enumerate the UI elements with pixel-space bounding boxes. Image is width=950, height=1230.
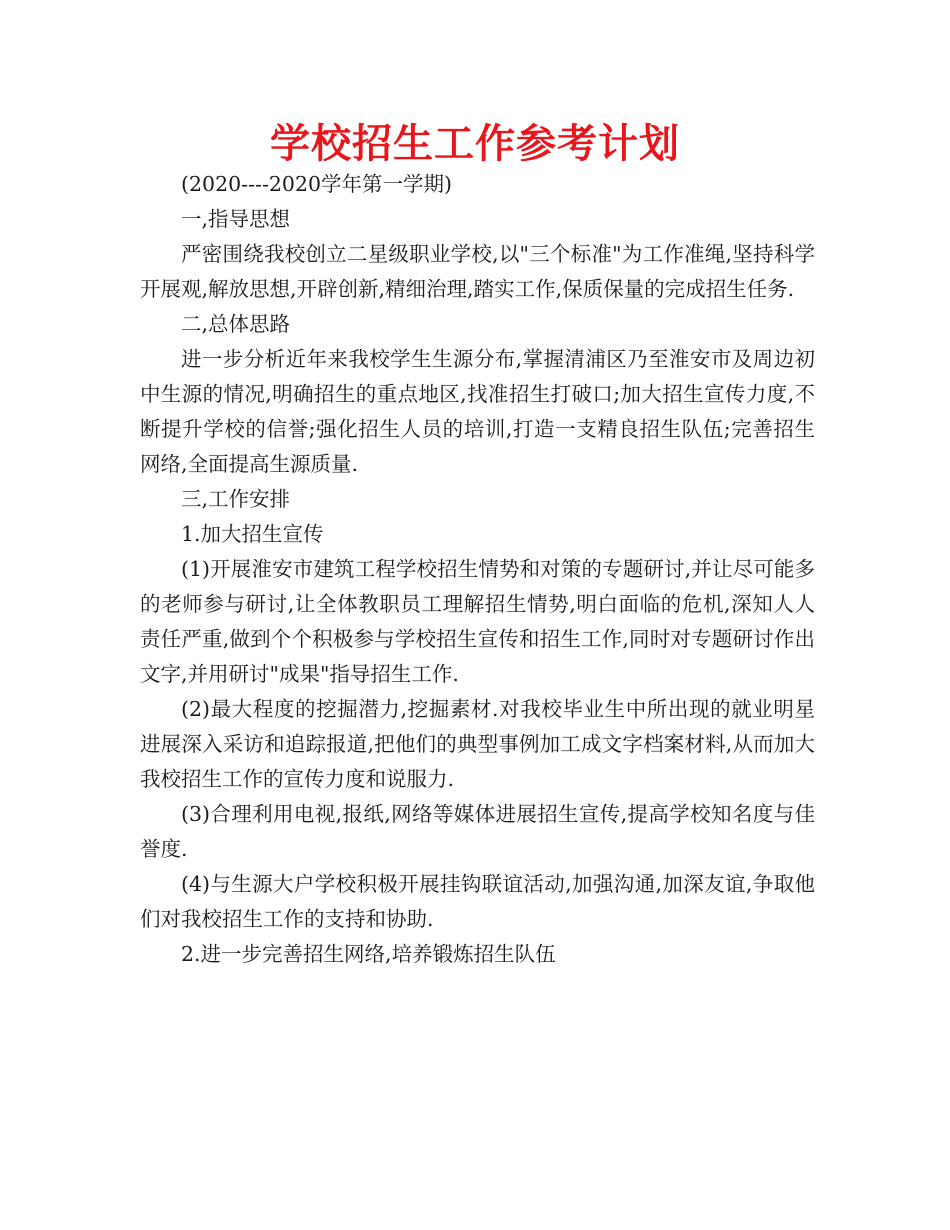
section-heading-guiding-ideology: 一,指导思想 — [181, 207, 291, 231]
paragraph-overall-approach: 进一步分析近年来我校学生生源分布,掌握清浦区乃至淮安市及周边初中生源的情况,明确招生的重点地区,找准招生打破口;加大招生宣传力度,不断提升学校的信誉;强化招生人员的培训,打造一支精良招生队伍;完善招生网络,全面提高生源质量. — [140, 347, 815, 476]
paragraph-guiding-ideology: 严密围绕我校创立二星级职业学校,以"三个标准"为工作准绳,坚持科学开展观,解放思想,开辟创新,精细治理,踏实工作,保质保量的完成招生任务. — [140, 242, 815, 301]
list-item-4: (4)与生源大户学校积极开展挂钩联谊活动,加强沟通,加深友谊,争取他们对我校招生工作的支持和协助. — [140, 872, 815, 931]
semester-line: (2020----2020学年第一学期) — [181, 172, 453, 196]
list-item-2: (2)最大程度的挖掘潜力,挖掘素材.对我校毕业生中所出现的就业明星进展深入采访和追踪报道,把他们的典型事例加工成文字档案材料,从而加大我校招生工作的宣传力度和说服力. — [140, 697, 815, 791]
list-item-1: (1)开展淮安市建筑工程学校招生情势和对策的专题研讨,并让尽可能多的老师参与研讨,让全体教职员工理解招生情势,明白面临的危机,深知人人责任严重,做到个个积极参与学校招生宣传和招生工作,同时对专题研讨作出文字,并用研讨"成果"指导招生工作. — [140, 557, 815, 686]
subheading-recruitment-network: 2.进一步完善招生网络,培养锻炼招生队伍 — [181, 942, 556, 966]
list-item-3: (3)合理利用电视,报纸,网络等媒体进展招生宣传,提高学校知名度与佳誉度. — [140, 802, 815, 861]
section-heading-work-arrangement: 三,工作安排 — [181, 487, 291, 511]
document-body — [140, 167, 815, 972]
section-heading-overall-approach: 二,总体思路 — [181, 312, 291, 336]
subheading-publicity: 1.加大招生宣传 — [181, 522, 324, 546]
document-title: 学校招生工作参考计划 — [270, 121, 680, 167]
